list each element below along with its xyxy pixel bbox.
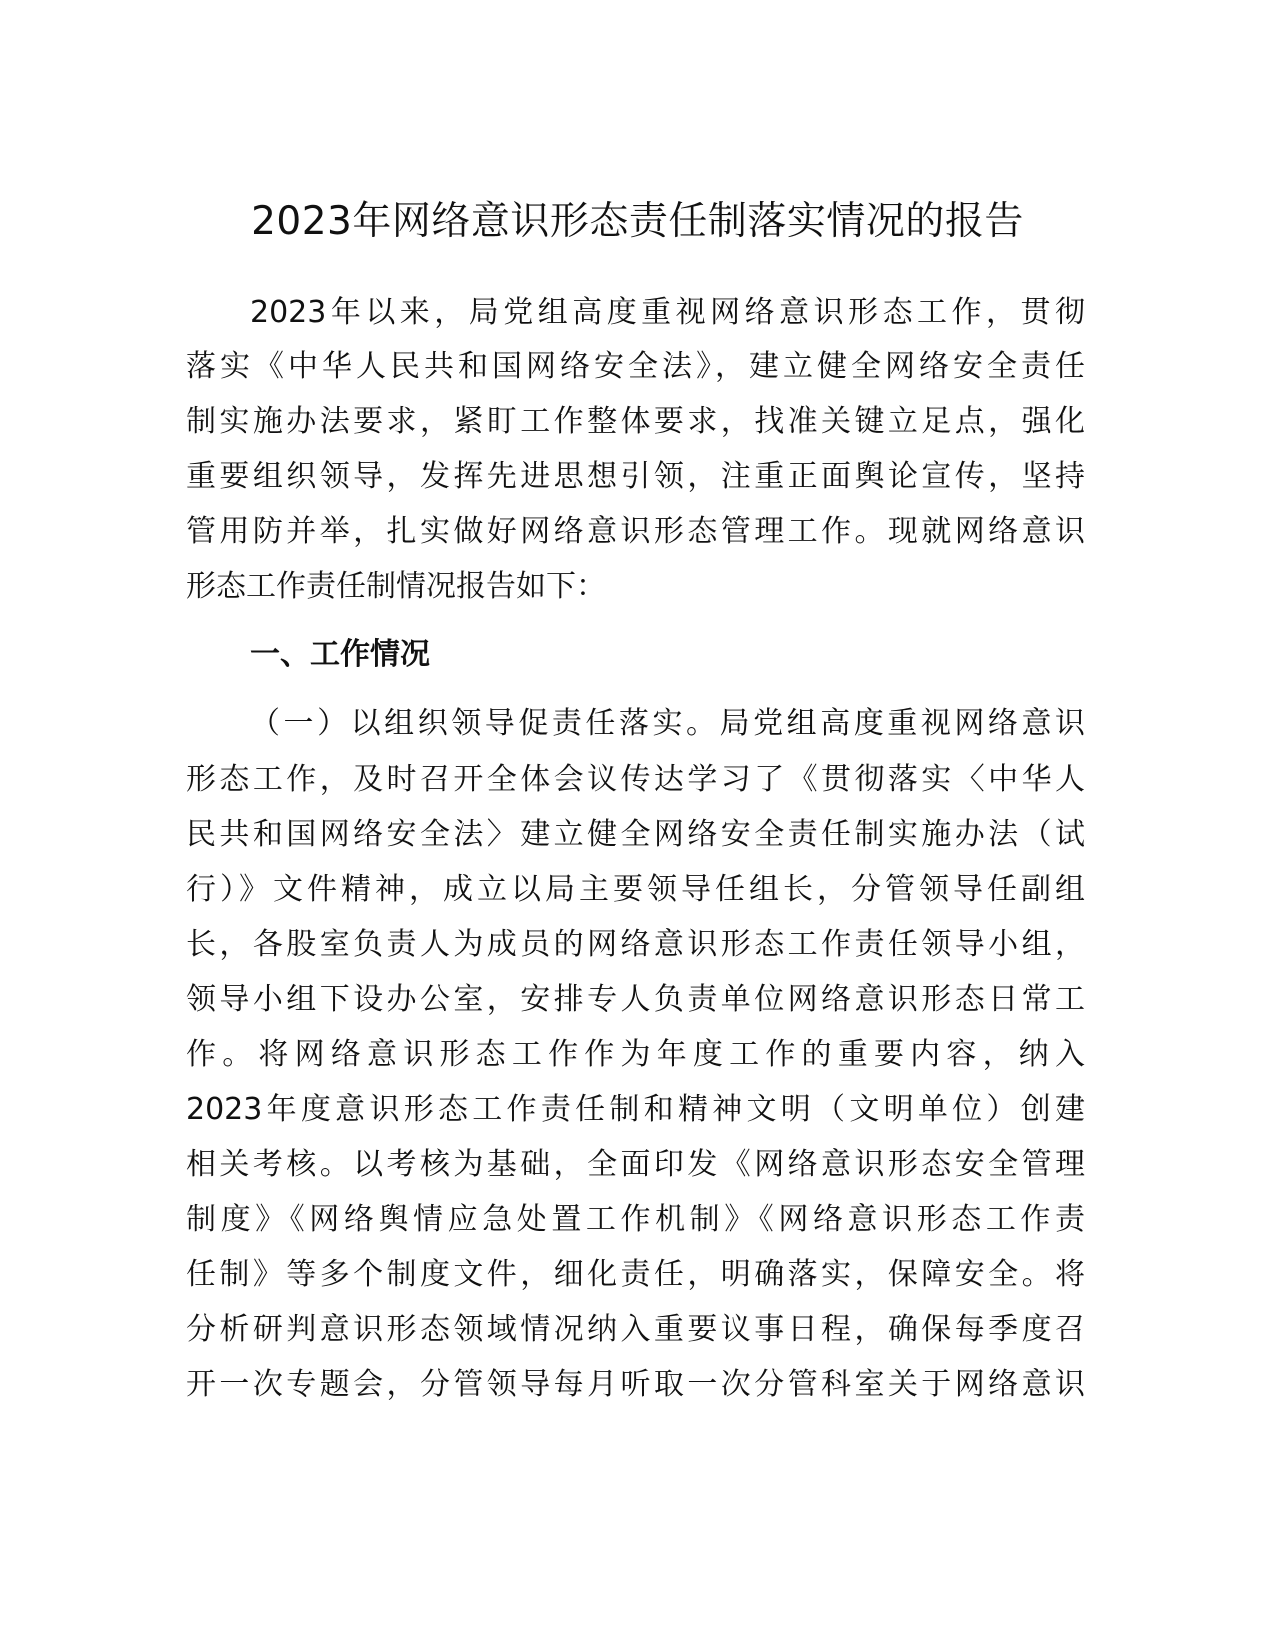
section-paragraph-line: 制度》《网络舆情应急处置工作机制》《网络意识形态工作责	[186, 1202, 1085, 1237]
section-paragraph-line: 作。将网络意识形态工作作为年度工作的重要内容，纳入	[186, 1037, 1085, 1072]
section-paragraph-line: 分析研判意识形态领域情况纳入重要议事日程，确保每季度召	[186, 1312, 1085, 1347]
section-paragraph-line: 领导小组下设办公室，安排专人负责单位网络意识形态日常工	[186, 982, 1085, 1017]
section-paragraph-line: （一）以组织领导促责任落实。局党组高度重视网络意识	[250, 706, 1085, 741]
intro-paragraph-line: 重要组织领导，发挥先进思想引领，注重正面舆论宣传，坚持	[186, 459, 1085, 494]
section-paragraph-line: 2023年度意识形态工作责任制和精神文明（文明单位）创建	[186, 1092, 1085, 1127]
section-paragraph-line: 民共和国网络安全法〉建立健全网络安全责任制实施办法（试	[186, 817, 1085, 852]
section-paragraph-line: 长，各股室负责人为成员的网络意识形态工作责任领导小组，	[186, 927, 1085, 962]
intro-paragraph-line: 管用防并举，扎实做好网络意识形态管理工作。现就网络意识	[186, 514, 1085, 549]
intro-paragraph-line: 形态工作责任制情况报告如下：	[186, 569, 606, 604]
section-paragraph-line: 开一次专题会，分管领导每月听取一次分管科室关于网络意识	[186, 1367, 1085, 1402]
section-paragraph-line: 形态工作，及时召开全体会议传达学习了《贯彻落实〈中华人	[186, 762, 1085, 797]
section-heading: 一、工作情况	[250, 637, 430, 672]
section-paragraph-line: 相关考核。以考核为基础，全面印发《网络意识形态安全管理	[186, 1147, 1085, 1182]
section-paragraph-line: 行）》文件精神，成立以局主要领导任组长，分管领导任副组	[186, 872, 1085, 907]
intro-paragraph-line: 落实《中华人民共和国网络安全法》，建立健全网络安全责任	[186, 349, 1085, 384]
document-title: 2023年网络意识形态责任制落实情况的报告	[251, 199, 1024, 244]
intro-paragraph-line: 2023年以来，局党组高度重视网络意识形态工作，贯彻	[250, 295, 1085, 330]
section-paragraph-line: 任制》等多个制度文件，细化责任，明确落实，保障安全。将	[186, 1257, 1085, 1292]
intro-paragraph-line: 制实施办法要求，紧盯工作整体要求，找准关键立足点，强化	[186, 404, 1085, 439]
